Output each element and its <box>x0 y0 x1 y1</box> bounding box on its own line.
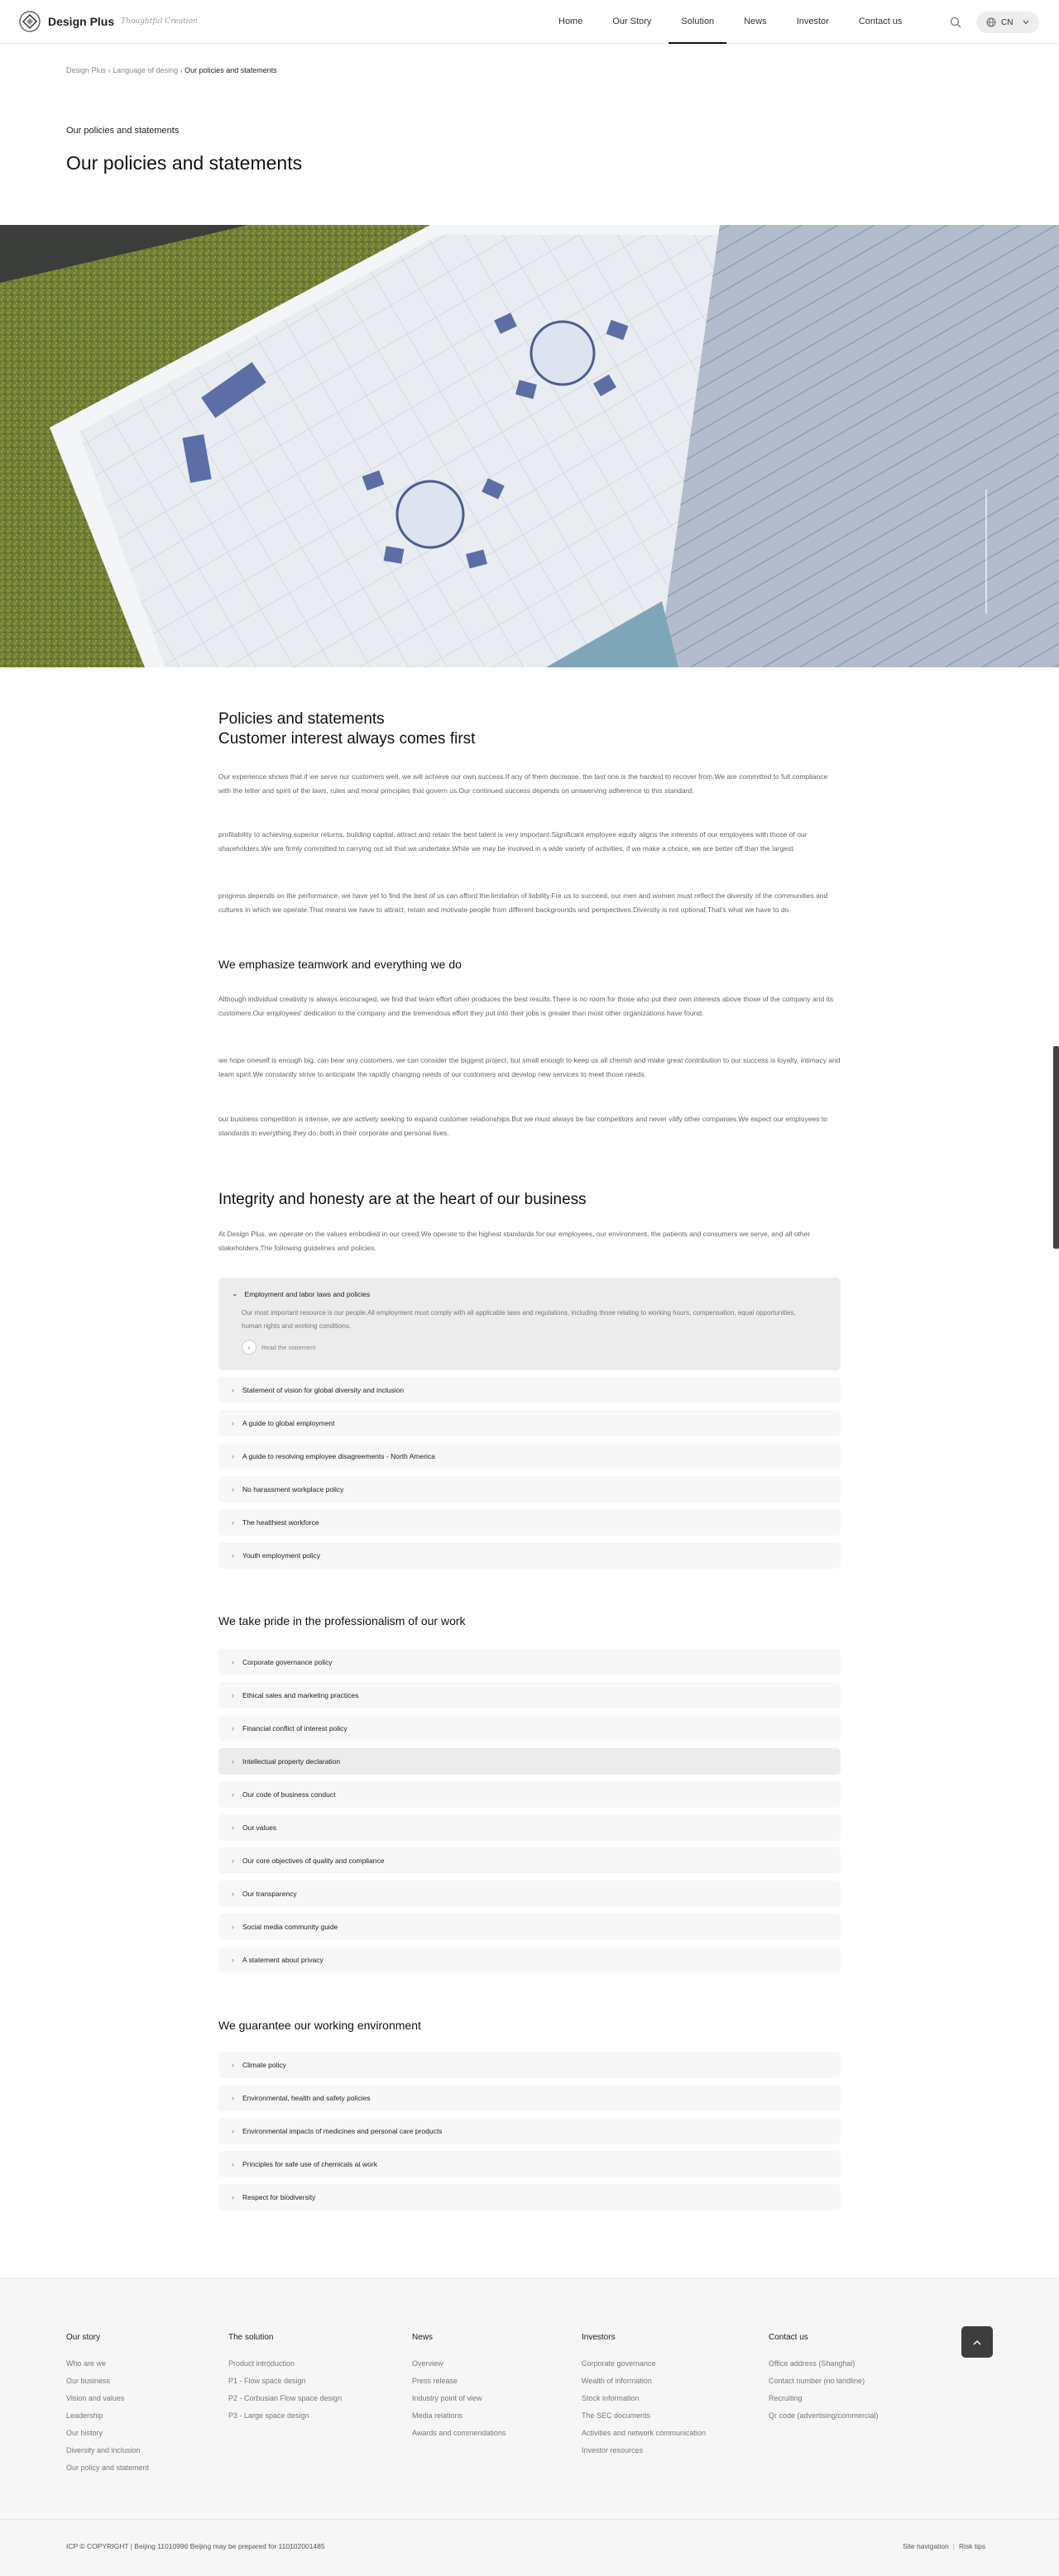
footer-link[interactable]: The SEC documents <box>582 2411 651 2420</box>
chevron-right-icon: › <box>232 1386 234 1394</box>
environment-accordion <box>218 2052 841 2217</box>
nav-news[interactable]: News <box>744 17 767 26</box>
accordion-item[interactable] <box>218 2052 841 2078</box>
accordion-item[interactable] <box>218 2085 841 2111</box>
footer-link[interactable]: Media relations <box>412 2411 463 2420</box>
accordion-item-label: Intellectual property declaration <box>242 1757 341 1766</box>
page-title: Our policies and statements <box>66 152 303 174</box>
breadcrumb-separator: › <box>180 66 183 74</box>
chevron-right-icon: › <box>232 1551 234 1560</box>
chevron-right-icon: › <box>232 1518 234 1527</box>
search-icon[interactable] <box>950 17 961 28</box>
intro-subheading: Customer interest always comes first <box>218 730 476 748</box>
accordion-item[interactable] <box>218 1881 841 1907</box>
chevron-right-icon: › <box>232 1691 234 1699</box>
globe-icon <box>986 17 996 27</box>
footer-link[interactable]: Recruiting <box>769 2394 803 2402</box>
chevron-right-icon: › <box>232 1823 234 1832</box>
chevron-right-icon: › <box>232 1419 234 1427</box>
chevron-right-icon: › <box>232 2094 234 2102</box>
footer-link[interactable]: Wealth of information <box>582 2377 652 2385</box>
breadcrumb-current: Our policies and statements <box>184 66 277 74</box>
footer-link[interactable]: Office address (Shanghai) <box>769 2359 855 2368</box>
integrity-paragraph: At Design Plus, we operate on the values embodied in our creed.We operate to the highest standards for our employees, our environment, the patients and consumers we serve, and all other stakeholders.The following guidelines and policies. <box>218 1230 811 1252</box>
footer-link[interactable]: Our business <box>66 2377 111 2385</box>
site-footer <box>0 2278 1059 2576</box>
language-code: CN <box>1001 17 1013 27</box>
site-navigation-link[interactable]: Site navigation <box>903 2542 949 2550</box>
link-separator: | <box>952 2542 955 2550</box>
arrow-right-icon: › <box>242 1340 256 1355</box>
accordion-item-label: Environmental, health and safety policies <box>242 2094 371 2102</box>
footer-link[interactable]: Awards and commendations <box>412 2429 506 2437</box>
chevron-down-icon: ⌄ <box>232 1289 238 1298</box>
logo[interactable] <box>18 10 198 33</box>
chevron-right-icon: › <box>232 2061 234 2069</box>
footer-column-title: Contact us <box>769 2333 808 2342</box>
accordion-item[interactable] <box>218 1649 841 1675</box>
footer-column-news <box>412 2333 506 2442</box>
accordion-body: Our most important resource is our people.All employment must comply with all applicable laws and regulations, including those relating to working hours, compensation, equal opportunities, human rights and working conditions. <box>242 1309 796 1330</box>
chevron-right-icon: › <box>232 1485 234 1494</box>
integrity-accordion <box>218 1278 841 1575</box>
accordion-item[interactable] <box>218 1847 841 1874</box>
copyright-text: ICP © COPYRIGHT | Beijing 11010996 Beijing may be prepared for 110102001485 <box>66 2542 325 2550</box>
accordion-item[interactable] <box>218 2184 841 2210</box>
brand-name: Design Plus <box>48 15 115 28</box>
footer-link[interactable]: Qr code (advertising/commercial) <box>769 2411 879 2420</box>
accordion-item[interactable] <box>218 1914 841 1940</box>
footer-link[interactable]: Vision and values <box>66 2394 125 2402</box>
footer-column-contact <box>769 2333 879 2425</box>
accordion-item-hovered[interactable] <box>218 1748 841 1775</box>
language-selector[interactable] <box>976 12 1039 33</box>
nav-contact-us[interactable]: Contact us <box>858 17 903 26</box>
accordion-item-label: Our values <box>242 1823 277 1832</box>
intro-paragraph: profitability to achieving superior returns, building capital, attract and retain the best talent is very important.Significant employee equity aligns the interests of our employees with those of our shareholders.We are firmly committed to carrying out all that we undertake.While we may be involved in a wide variety of activities, if we make a choice, we are better off than the largest. <box>218 830 807 853</box>
footer-link[interactable]: Investor resources <box>582 2446 644 2454</box>
accordion-item-label: A guide to global employment <box>242 1419 335 1427</box>
footer-link[interactable]: Contact number (no landline) <box>769 2377 865 2385</box>
accordion-item-label: Financial conflict of interest policy <box>242 1724 347 1732</box>
accordion-item-label: Social media community guide <box>242 1923 338 1931</box>
accordion-item[interactable] <box>218 1814 841 1841</box>
footer-link[interactable]: Product introduction <box>228 2359 295 2368</box>
nav-solution[interactable]: Solution <box>668 0 726 44</box>
chevron-right-icon: › <box>232 2127 234 2135</box>
teamwork-paragraph: our business competition is intense, we are actively seeking to expand customer relationships.But we must always be fair competitors and never vilify other companies.We expect our employees to standards in everything they do, both in their corporate and personal lives. <box>218 1115 827 1137</box>
footer-column-title: Investors <box>582 2333 616 2342</box>
brand-script: Thoughtful Creation <box>121 17 198 26</box>
teamwork-heading: We emphasize teamwork and everything we do <box>218 958 462 971</box>
teamwork-paragraph: we hope oneself is enough big, can bear any customers, we can consider the biggest project, but small enough to keep us all cherish and make great contribution to our success is loyalty, intimacy and team spirit.We constantly strive to anticipate the rapidly changing needs of our customers and develop new services to meet those needs. <box>218 1056 841 1078</box>
footer-link[interactable]: P3 - Large space design <box>228 2411 309 2420</box>
footer-column-investors <box>582 2333 706 2459</box>
breadcrumb-separator: › <box>108 66 111 74</box>
footer-link[interactable]: Industry point of view <box>412 2394 482 2402</box>
accordion-item-label: A guide to resolving employee disagreements - North America <box>242 1452 435 1460</box>
accordion-item[interactable] <box>218 1410 841 1436</box>
breadcrumb-item[interactable]: Language of desing <box>113 66 179 74</box>
intro-section <box>218 710 841 749</box>
footer-bottom-links <box>903 2542 985 2550</box>
chevron-right-icon: › <box>232 1658 234 1666</box>
accordion-item-open <box>218 1278 841 1370</box>
accordion-item-label: Our code of business conduct <box>242 1790 336 1799</box>
nav-investor[interactable]: Investor <box>796 17 829 26</box>
footer-link[interactable]: P1 - Flow space design <box>228 2377 306 2385</box>
intro-heading: Policies and statements <box>218 710 385 728</box>
chevron-right-icon: › <box>232 1923 234 1931</box>
page-eyebrow: Our policies and statements <box>66 126 180 136</box>
accordion-item-label: Environmental impacts of medicines and personal care products <box>242 2127 443 2135</box>
site-header <box>0 0 1059 44</box>
accordion-item-label: Corporate governance policy <box>242 1658 333 1666</box>
main-nav <box>546 0 919 44</box>
footer-link[interactable]: Our history <box>66 2429 103 2437</box>
accordion-item-label: Youth employment policy <box>242 1551 321 1560</box>
footer-column-our-story <box>66 2333 149 2477</box>
accordion-item-label: Climate policy <box>242 2061 286 2069</box>
accordion-item[interactable] <box>218 1377 841 1403</box>
chevron-up-icon <box>973 2339 981 2345</box>
logo-mark-icon <box>18 10 41 33</box>
accordion-item-label: Our transparency <box>242 1890 297 1898</box>
nav-our-story[interactable]: Our Story <box>612 17 652 26</box>
page-scrollbar[interactable] <box>1053 1046 1059 1249</box>
chevron-right-icon: › <box>232 1757 234 1766</box>
breadcrumb-item[interactable]: Design Plus <box>66 66 107 74</box>
read-statement-link[interactable] <box>232 1340 827 1355</box>
professionalism-accordion <box>218 1649 841 1980</box>
footer-column-title: The solution <box>228 2333 274 2342</box>
accordion-item[interactable] <box>218 1715 841 1742</box>
accordion-item-label: Respect for biodiversity <box>242 2193 316 2201</box>
chevron-right-icon: › <box>232 1956 234 1964</box>
breadcrumb <box>66 66 277 74</box>
risk-tips-link[interactable]: Risk tips <box>958 2542 986 2550</box>
chevron-right-icon: › <box>232 1452 234 1460</box>
footer-link[interactable]: Overview <box>412 2359 443 2368</box>
chevron-right-icon: › <box>232 1890 234 1898</box>
teamwork-paragraph: Although individual creativity is always encouraged, we find that team effort often produces the best results.There is no room for those who put their own interests above those of the company and its customers.Our employees' dedication to the company and the tremendous effort they put into their jobs is greater than most other organizations have found. <box>218 995 834 1017</box>
chevron-right-icon: › <box>232 2193 234 2201</box>
footer-column-title: News <box>412 2333 434 2342</box>
footer-link[interactable]: Our policy and statement <box>66 2464 150 2472</box>
accordion-item-label: No harassment workplace policy <box>242 1485 344 1494</box>
footer-link[interactable]: Diversity and inclusion <box>66 2446 141 2454</box>
chevron-right-icon: › <box>232 1857 234 1865</box>
footer-link[interactable]: P2 - Corbusian Flow space design <box>228 2394 343 2402</box>
accordion-item-label: Principles for safe use of chemicals at work <box>242 2160 377 2168</box>
read-statement-label: Read the statement <box>261 1343 316 1351</box>
accordion-item-label: A statement about privacy <box>242 1956 323 1964</box>
integrity-heading: Integrity and honesty are at the heart of our business <box>218 1191 587 1208</box>
accordion-item[interactable] <box>218 1443 841 1470</box>
accordion-title-label: Employment and labor laws and policies <box>244 1289 371 1298</box>
footer-column-solution <box>228 2333 342 2425</box>
accordion-item[interactable] <box>218 1542 841 1569</box>
chevron-right-icon: › <box>232 1724 234 1732</box>
footer-divider <box>0 2519 1059 2520</box>
accordion-item[interactable] <box>218 1947 841 1973</box>
accordion-item[interactable] <box>218 2151 841 2177</box>
chevron-right-icon: › <box>232 1790 234 1799</box>
footer-link[interactable]: Activities and network communication <box>582 2429 707 2437</box>
footer-column-title: Our story <box>66 2333 101 2342</box>
rooftop-terrace-illustration <box>0 225 1059 667</box>
professionalism-heading: We take pride in the professionalism of our work <box>218 1614 466 1627</box>
intro-paragraph: Our experience shows that if we serve our customers well, we will achieve our own success.If any of them decrease, the last one is the hardest to recover from.We are committed to full compliance with the letter and spirit of the laws, rules and moral principles that govern us.Our continued success depends on unswerving adherence to this standard. <box>218 772 828 795</box>
chevron-right-icon: › <box>232 2160 234 2168</box>
environment-heading: We guarantee our working environment <box>218 2019 421 2032</box>
accordion-title[interactable] <box>232 1289 827 1298</box>
accordion-item[interactable] <box>218 1476 841 1503</box>
intro-paragraph: progress depends on the performance, we have yet to find the best of us can afford the limitation of liability.For us to succeed, our men and women must reflect the diversity of the communities and cultures in which we operate.That means we have to attract, retain and motivate people from different backgrounds and perspectives.Diversity is not optional;That's what we have to do. <box>218 891 828 914</box>
nav-home[interactable]: Home <box>558 17 583 26</box>
accordion-item[interactable] <box>218 2118 841 2144</box>
footer-link[interactable]: Press release <box>412 2377 458 2385</box>
accordion-item[interactable] <box>218 1509 841 1536</box>
accordion-item[interactable] <box>218 1682 841 1709</box>
accordion-item-label: Ethical sales and marketing practices <box>242 1691 359 1699</box>
accordion-item-label: Statement of vision for global diversity and inclusion <box>242 1386 405 1394</box>
footer-link[interactable]: Who are we <box>66 2359 107 2368</box>
footer-link[interactable]: Leadership <box>66 2411 103 2420</box>
accordion-item[interactable] <box>218 1781 841 1808</box>
hero-image <box>0 225 1059 667</box>
footer-link[interactable]: Stock information <box>582 2394 640 2402</box>
accordion-item-label: The healthiest workforce <box>242 1518 319 1527</box>
chevron-down-icon <box>1023 20 1029 25</box>
footer-link[interactable]: Corporate governance <box>582 2359 656 2368</box>
accordion-item-label: Our core objectives of quality and compliance <box>242 1857 385 1865</box>
back-to-top-button[interactable] <box>961 2326 993 2358</box>
